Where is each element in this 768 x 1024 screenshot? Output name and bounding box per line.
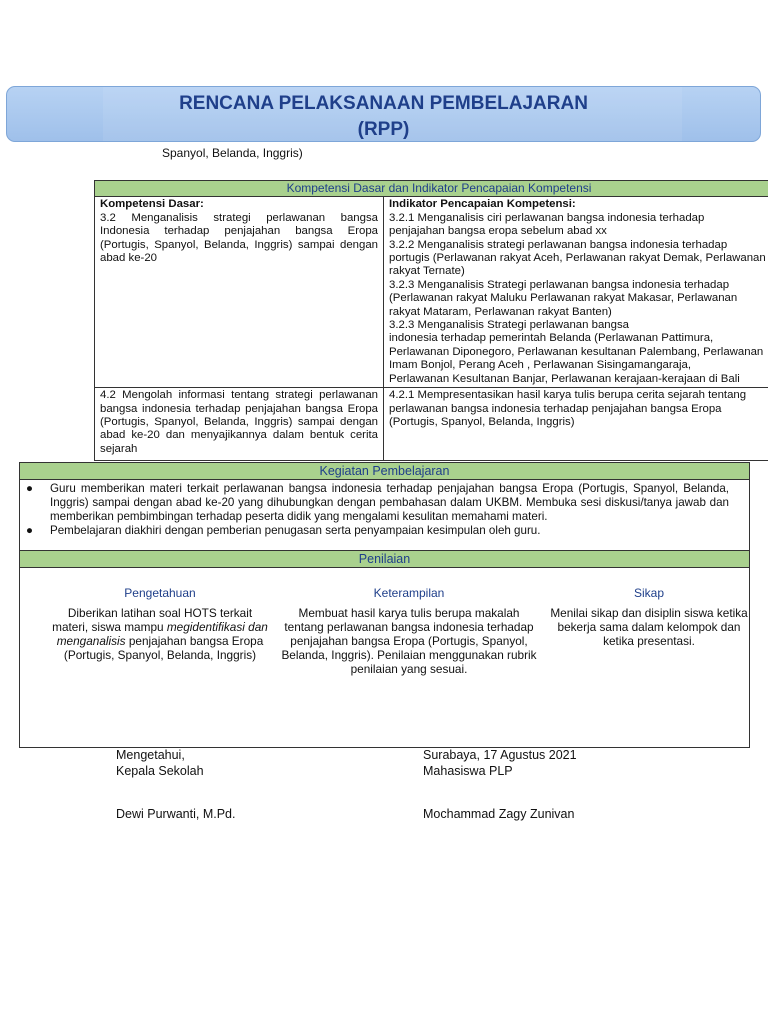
kompetensi-table-header: Kompetensi Dasar dan Indikator Pencapaian Kompetensi [95, 181, 768, 197]
ipk-line: 3.2.3 Menganalisis Strategi perlawanan bangsa indonesia terhadap [389, 278, 730, 291]
kegiatan-item-text: Pembelajaran diakhiri dengan pemberian penugasan serta penyampaian kesimpulan oleh guru. [50, 524, 541, 537]
keterampilan-column [278, 586, 540, 676]
title-line-1: RENCANA PELAKSANAAN PEMBELAJARAN [179, 93, 588, 114]
bullet-icon: ● [26, 524, 34, 537]
kd-text-1: 3.2 Menganalisis strategi perlawanan bangsa Indonesia terhadap penjajahan bangsa Eropa (Portugis, Spanyol, Belanda, Inggris) sampai dengan abad ke-20 [100, 211, 378, 265]
ipk-label: Indikator Pencapaian Kompetensi: [389, 198, 576, 211]
mahasiswa-label: Mahasiswa PLP [423, 764, 513, 778]
kepala-sekolah-name: Dewi Purwanti, M.Pd. [116, 807, 236, 821]
ipk-line: 4.2.1 Mempresentasikan hasil karya tulis berupa cerita sejarah tentang [389, 389, 747, 402]
ipk-cell-2 [384, 388, 768, 461]
pengetahuan-title: Pengetahuan [124, 586, 196, 600]
ipk-cell-1 [384, 197, 768, 388]
ipk-line: perlawanan bangsa indonesia terhadap penjajahan bangsa Eropa [389, 402, 722, 415]
pengetahuan-text-a: Diberikan latihan soal HOTS terkait materi, siswa mampu [52, 606, 253, 634]
kegiatan-header: Kegiatan Pembelajaran [20, 463, 749, 480]
sikap-title: Sikap [633, 586, 665, 600]
penilaian-section [19, 550, 750, 748]
ipk-line: rakyat Mataram, Perlawanan rakyat Banten) [389, 305, 612, 318]
sikap-column [550, 586, 748, 648]
mengetahui-label: Mengetahui, [116, 748, 185, 762]
kegiatan-list [26, 482, 729, 538]
ipk-line: penjajahan bangsa eropa sebelum abad xx [389, 225, 607, 238]
ipk-line: 3.2.3 Menganalisis Strategi perlawanan bangsa [389, 319, 629, 332]
kegiatan-section [19, 462, 750, 552]
place-date: Surabaya, 17 Agustus 2021 [423, 748, 577, 762]
list-item [26, 524, 729, 538]
sikap-text: Menilai sikap dan disiplin siswa ketika bekerja sama dalam kelompok dan ketika presentasi. [550, 606, 748, 648]
kd-label: Kompetensi Dasar: [100, 198, 204, 211]
keterampilan-text: Membuat hasil karya tulis berupa makalah tentang perlawanan bangsa indonesia terhadap penjajahan bangsa Eropa (Portugis, Spanyol, Belanda, Inggris). Penilaian menggunakan rubrik penilaian yang sesuai. [281, 606, 537, 676]
ipk-line: 3.2.1 Menganalisis ciri perlawanan bangsa indonesia terhadap [389, 211, 705, 224]
title-banner [6, 86, 761, 142]
keterampilan-title: Keterampilan [373, 586, 445, 600]
kd-cell-1 [95, 197, 384, 388]
ipk-line: (Perlawanan rakyat Maluku Perlawanan rakyat Makasar, Perlawanan [389, 292, 738, 305]
ipk-line: indonesia terhadap pemerintah Belanda (Perlawanan Pattimura, [389, 332, 714, 345]
signature-right [423, 747, 577, 822]
partial-text: Spanyol, Belanda, Inggris) [162, 146, 303, 160]
mahasiswa-name: Mochammad Zagy Zunivan [423, 807, 575, 821]
kegiatan-item-text: Guru memberikan materi terkait perlawanan bangsa indonesia terhadap penjajahan bangsa Eropa (Portugis, Spanyol, Belanda, Inggris) sampai dengan abad ke-20 yang dihubungkan dengan pembahasan dalam UKBM. Membuka sesi diskusi/tanya jawab dan memberikan pembimbingan terhadap peserta didik yang mengalami kesulitan memahami materi. [50, 482, 729, 523]
kd-cell-2 [95, 388, 384, 461]
list-item [26, 482, 729, 524]
pengetahuan-text-italic: megidentifikasi dan menganalisis [56, 620, 268, 648]
bullet-icon: ● [26, 482, 34, 495]
ipk-line: 3.2.2 Menganalisis strategi perlawanan bangsa indonesia terhadap [389, 238, 728, 251]
pengetahuan-column [52, 586, 268, 662]
ipk-line: Perlawanan Kesultanan Banjar, Perlawanan kerajaan-kerajaan di Bali [389, 372, 740, 385]
title-line-2: (RPP) [357, 119, 410, 140]
ipk-line: Perlawanan Diponegoro, Perlawanan kesultanan Palembang, Perlawanan [389, 345, 764, 358]
kompetensi-table [94, 180, 768, 461]
ipk-line: portugis (Perlawanan rakyat Aceh, Perlawanan rakyat Demak, Perlawanan [389, 252, 766, 265]
ipk-line: (Portugis, Spanyol, Belanda, Inggris) [389, 415, 575, 428]
ipk-line: rakyat Ternate) [389, 265, 465, 278]
penilaian-header: Penilaian [20, 551, 749, 568]
kepala-sekolah-label: Kepala Sekolah [116, 764, 204, 778]
pengetahuan-text-b: penjajahan bangsa Eropa (Portugis, Spanyol, Belanda, Inggris) [63, 634, 264, 662]
signature-left [116, 747, 235, 822]
kd-text-2: 4.2 Mengolah informasi tentang strategi perlawanan bangsa indonesia terhadap penjajahan bangsa Eropa (Portugis, Spanyol, Belanda, Inggris) sampai dengan abad ke-20 dan menyajikannya dalam bentuk cerita sejarah [100, 389, 378, 455]
ipk-line: Imam Bonjol, Perang Aceh , Perlawanan Sisingamangaraja, [389, 359, 692, 372]
